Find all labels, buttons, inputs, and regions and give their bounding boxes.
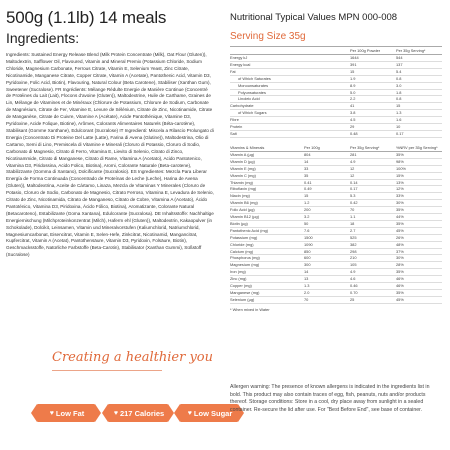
nutrient-name: Energy kcal bbox=[230, 61, 350, 68]
nutrient-value: 105 bbox=[350, 262, 396, 269]
nutrient-value: 41 bbox=[350, 103, 396, 110]
vitamin-table bbox=[230, 144, 442, 304]
nutrient-value: 12 bbox=[350, 165, 396, 172]
nutrient-name: Pantothenic Acid (mg) bbox=[230, 227, 304, 234]
nutrient-name: of Which Saturates bbox=[230, 75, 350, 82]
nutrient-value: 0.46 bbox=[350, 283, 396, 290]
nutrient-value: 7.6 bbox=[304, 227, 350, 234]
nutrient-value: 4.6 bbox=[350, 276, 396, 283]
nutrient-value: 45% bbox=[396, 227, 442, 234]
table-row bbox=[230, 110, 442, 117]
nutrient-name: Vitamin C (mg) bbox=[230, 172, 304, 179]
nutrient-value: 26% bbox=[396, 234, 442, 241]
nutrient-value: 3.0 bbox=[396, 82, 442, 89]
nutrient-value: 70 bbox=[304, 296, 350, 303]
nutrient-value: 850 bbox=[304, 248, 350, 255]
table-row bbox=[230, 172, 442, 179]
nutrient-value: 200 bbox=[304, 207, 350, 214]
table-row bbox=[230, 269, 442, 276]
nutrient-name: Zinc (mg) bbox=[230, 276, 304, 283]
table-row bbox=[230, 165, 442, 172]
nutrient-value: 391 bbox=[350, 61, 396, 68]
nutrient-name: Vitamin D (µg) bbox=[230, 158, 304, 165]
nutrient-value: 382 bbox=[350, 241, 396, 248]
nutrient-value: 18 bbox=[350, 220, 396, 227]
nutrient-value: 0.17 bbox=[350, 186, 396, 193]
nutrient-value: 1.3 bbox=[396, 110, 442, 117]
nutrient-value: 13% bbox=[396, 179, 442, 186]
nutrient-value: 13 bbox=[304, 276, 350, 283]
nutrient-value: 0.8 bbox=[396, 75, 442, 82]
nutrient-name: Monounsaturates bbox=[230, 82, 350, 89]
nutrient-name: Vitamin A (µg) bbox=[230, 151, 304, 158]
table-row bbox=[230, 248, 442, 255]
badge-calories: ♥ 217 Calories bbox=[108, 404, 168, 422]
nutrient-name: Magnesium (mg) bbox=[230, 262, 304, 269]
nutrient-value: 28% bbox=[396, 262, 442, 269]
nutrient-value: 48% bbox=[396, 241, 442, 248]
nutrient-value: 3.8 bbox=[350, 110, 396, 117]
nutrient-value: 1.1 bbox=[350, 214, 396, 221]
table-row bbox=[230, 61, 442, 68]
energy-table bbox=[230, 47, 442, 138]
nutrient-value: 35% bbox=[396, 290, 442, 297]
vit-header: Vitamins & Minerals bbox=[230, 144, 304, 152]
heart-icon: ♥ bbox=[113, 409, 118, 417]
nutrient-name: Copper (mg) bbox=[230, 283, 304, 290]
nutrient-name: Calcium (mg) bbox=[230, 248, 304, 255]
nutrient-value: 4.5 bbox=[350, 117, 396, 124]
nutrient-value: 10 bbox=[396, 124, 442, 131]
nutrient-value: 804 bbox=[304, 151, 350, 158]
table-row bbox=[230, 227, 442, 234]
tagline-underline bbox=[52, 370, 162, 371]
table-row bbox=[230, 276, 442, 283]
vit-col2: Per 35g Serving* bbox=[350, 144, 396, 152]
product-info bbox=[6, 8, 214, 259]
nutrient-value: 44% bbox=[396, 214, 442, 221]
nutrient-value: 33% bbox=[396, 193, 442, 200]
nutrient-name: Iron (mg) bbox=[230, 269, 304, 276]
heart-icon: ♥ bbox=[187, 409, 192, 417]
nutrient-value: 1090 bbox=[304, 241, 350, 248]
nutrient-value: 30% bbox=[396, 200, 442, 207]
nutrient-value: 35% bbox=[396, 220, 442, 227]
vit-col3: %NRV per 35g Serving* bbox=[396, 144, 442, 152]
nutrient-value: 0.41 bbox=[304, 179, 350, 186]
nutrient-name: Salt bbox=[230, 130, 350, 137]
table-row bbox=[230, 200, 442, 207]
nutrient-value: 1644 bbox=[350, 55, 396, 62]
nutrient-name: Vitamin B12 (µg) bbox=[230, 214, 304, 221]
nutrient-value: 12% bbox=[396, 186, 442, 193]
table-row bbox=[230, 68, 442, 75]
brand-tagline: Creating a healthier you bbox=[52, 350, 214, 365]
table-row bbox=[230, 186, 442, 193]
nutrient-value: 45% bbox=[396, 296, 442, 303]
nutrient-value: 1.9 bbox=[350, 75, 396, 82]
allergen-warning: Allergen warning: The presence of known allergens is indicated in the ingredients list in bold. This product may also contain traces of egg, fish, peanuts, nuts and/or products thereof. Storage conditions: Store in a cool, dry place away from sunlight in a sealed container. Re-secure the lid after use. For "Best Before End", see base of container. bbox=[230, 384, 430, 413]
nutrient-value: 3.2 bbox=[304, 214, 350, 221]
nutrient-value: 14 bbox=[304, 158, 350, 165]
footnote: * When mixed in Water bbox=[230, 306, 270, 312]
nutrient-value: 5.4 bbox=[396, 68, 442, 75]
table-row bbox=[230, 283, 442, 290]
table-row bbox=[230, 214, 442, 221]
table-row bbox=[230, 117, 442, 124]
table-row bbox=[230, 193, 442, 200]
nutrient-value: 2.2 bbox=[350, 96, 396, 103]
nutrient-value: 0.14 bbox=[350, 179, 396, 186]
nutrient-name: Thiamin (mg) bbox=[230, 179, 304, 186]
nutrient-value: 100% bbox=[396, 165, 442, 172]
nutrient-value: 1.2 bbox=[304, 200, 350, 207]
nutrient-value: 525 bbox=[350, 234, 396, 241]
nutrient-value: 37% bbox=[396, 248, 442, 255]
table-row bbox=[230, 296, 442, 303]
table-row bbox=[230, 255, 442, 262]
nutrient-value: 0.70 bbox=[350, 290, 396, 297]
nutrient-name: Vitamin E (mg) bbox=[230, 165, 304, 172]
nutrient-value: 600 bbox=[304, 255, 350, 262]
nutrient-value: 210 bbox=[350, 255, 396, 262]
nutrient-value: 46% bbox=[396, 276, 442, 283]
table-row bbox=[230, 207, 442, 214]
nutrient-value: 98% bbox=[396, 158, 442, 165]
nutrient-name: Polyunsaturates bbox=[230, 89, 350, 96]
nutrient-value: 15 bbox=[396, 103, 442, 110]
nutrient-value: 0.48 bbox=[350, 130, 396, 137]
nutrient-name: Linoleic Acid bbox=[230, 96, 350, 103]
badge-low-fat: ♥ Low Fat bbox=[37, 404, 95, 422]
nutrient-name: Riboflavin (mg) bbox=[230, 186, 304, 193]
nutrient-value: 300 bbox=[304, 262, 350, 269]
nutrient-value: 1.6 bbox=[396, 117, 442, 124]
ingredients-text: Ingredients: Sustained Energy Release Blend (Milk Protein Concentrate (Milk), Oat Flour (Gluten)), Maltodextrin, Safflower Oil, Flavoured, Vitamin and Mineral Premix (Potassium Chloride, Sodium Chloride, Magnesium Carbonate, Ferrous Citrate, Vitamin E, Selenium Yeast, Zinc Citrate, Nicotinamide, Manganese Citrate, Copper Citrate, Vitamin A (Acetate), Pantothenic Acid, Vitamin D3, Pyridoxine, Folic Acid, Biotin), Flavouring, Natural Colour (Beta Carotene), Stabiliser (Xanthan Gum), Sweetener (Sucralose). FR Ingrédients: Mélange Rédulte Energie de Manière Continue (Concentré de Protéines du Lait (Lait), Flocons d'avoine (Gluten)), Maltodextrine, Huile de Carthame, Graines de Lin, Mélange de Vitamines et de Minéraux (Chlorure de Potassium, Chlorure de Sodium, Carbonate de Magnésium, Citrate de Fer, Vitamine E, Levure de Sélénium, Citrate de Zinc, Nicotinamide, Citrate de Manganèse, Citrate de Cuivre, Vitamine A (Acétate), Acide Pantothénique, Vitamine D3, Pyridoxine, Acide Folique, Biotine), Arômes, Colorants Alimentaires Naturels (Béta-carotène), Stabilisant (Gomme Xanthane), Edulcorant (Sucralose) IT Ingredienti: Miscela a Rilascio Prolungato di Energia (Concentrato Di Proteine Del Latte (Latte), Farina di Avena (Glutine)), Maltodestrina, Olio di Cartamo, Semi di Lino, Premiscela di Vitamine e Minerali (Cloruro di Potassio, Cloruro di Sodio, Carbonato di Magnesio, Citrato di Ferro, Vitamina E, Lievito di Selenio, Citrato di Zinco, Nicotinammide, Citrato di Manganese, Citrato di Rame, Vitamina A (Acetato), Acido Pantotenico, Vitamina D3, Piridossina, Acido Folico, Biotina), Aromi, Colorante Naturale (Beta-carotene), Stabilizzante (Gomma di Xantano), Dolcificante (Sucralosio). ES Ingredientes: Mezcla Para Liberar Energía de Forma Continuada (Concentrado de Proteínas de Leche (Leche), Harina de Avena (Gluten)), Maltodextrina, Aceite de Cártamo, Linaza, Mezcla de Vitaminas Y Minerales (Cloruro de Potasio, Cloruro de Sodio, Carbonato de Magnesio, Citrato Ferroso, Vitamina E, Levadura de Selenio, Citrato de Zinc, Nicotinamida, Citrato de Manganeso, Citrato de Cobre, Vitamina A (Acetato), Ácido Pantoténico, Vitamina D3, Piridoxina, Ácido Fólico, Biotina), Aromatizante, Colorante Natural (Betacaroteno), Estabilizante (Goma Xantana), Edulcorante (Sucralosa). DE Inhaltsstoffe: Nachhaltige Energiemischung (Milchproteinkonzentrat (Milch), Haferm ehl (Gluten)), Maltodextrin, Kakaopulver (in Schokolade), Dolcikit, Leinsamen, Vitamin und Mineralvorstufen (Kaliumchlorid, Natriumchlorid, Magnesiumcarbonat, Eisencitrat, Vitamin E, Selen-Hefe, Zinkcitrat, Nicotinamid, Mangancitrat, Kupfercitrat, Vitamin A (Acetat), Pantothensäure, Vitamin D3, Pyridoxin, Folsäure, Biotin), Geschmacksstoffe, Natürliche Farbstoffe (Beta-Carotin), Stabilisator (Xanthan Gummi), Süßstoff (Sucralose) bbox=[6, 52, 214, 258]
nutrient-name: Phosphorus (mg) bbox=[230, 255, 304, 262]
nutrition-title: Nutritional Typical Values MPN 000-008 bbox=[230, 12, 398, 23]
nutrient-value: 5.3 bbox=[350, 193, 396, 200]
nutrient-value: 46% bbox=[396, 283, 442, 290]
table-row bbox=[230, 124, 442, 131]
table-row bbox=[230, 103, 442, 110]
vit-col1: Per 100g bbox=[304, 144, 350, 152]
nutrient-value: 70 bbox=[350, 207, 396, 214]
table-row bbox=[230, 220, 442, 227]
nutrient-value: 4.9 bbox=[350, 269, 396, 276]
table-row bbox=[230, 158, 442, 165]
nutrient-value: 1500 bbox=[304, 234, 350, 241]
table-row bbox=[230, 262, 442, 269]
heart-icon: ♥ bbox=[49, 409, 54, 417]
nutrient-value: 2.7 bbox=[350, 227, 396, 234]
nutrient-name: Potassium (mg) bbox=[230, 234, 304, 241]
nutrient-value: 0.42 bbox=[350, 200, 396, 207]
nutrient-name: Biotin (µg) bbox=[230, 220, 304, 227]
nutrient-value: 0.17 bbox=[396, 130, 442, 137]
nutrient-name: Manganese (mg) bbox=[230, 290, 304, 297]
nutrient-value: 12 bbox=[350, 172, 396, 179]
nutrient-value: 14 bbox=[304, 269, 350, 276]
table-row bbox=[230, 75, 442, 82]
nutrient-value: 0.8 bbox=[396, 96, 442, 103]
nutrient-value: 35% bbox=[396, 269, 442, 276]
nutrient-name: Folic Acid (µg) bbox=[230, 207, 304, 214]
nutrient-value: 35 bbox=[304, 172, 350, 179]
col-per35: Per 35g Serving* bbox=[396, 47, 442, 55]
nutrient-value: 50 bbox=[304, 220, 350, 227]
table-row bbox=[230, 82, 442, 89]
table-row bbox=[230, 179, 442, 186]
table-row bbox=[230, 96, 442, 103]
table-row bbox=[230, 151, 442, 158]
table-row bbox=[230, 234, 442, 241]
nutrient-value: 30% bbox=[396, 255, 442, 262]
nutrient-value: 15 bbox=[304, 193, 350, 200]
nutrient-name: Chloride (mg) bbox=[230, 241, 304, 248]
table-row bbox=[230, 89, 442, 96]
nutrient-value: 1.3 bbox=[304, 283, 350, 290]
badge-low-sugar: ♥ Low Sugar bbox=[180, 404, 238, 422]
nutrient-name: Carbohydrate bbox=[230, 103, 350, 110]
nutrient-value: 33 bbox=[304, 165, 350, 172]
table-row bbox=[230, 290, 442, 297]
ingredients-heading: Ingredients: bbox=[6, 30, 80, 46]
nutrient-name: Energy kJ bbox=[230, 55, 350, 62]
nutrient-value: 281 bbox=[350, 151, 396, 158]
nutrient-value: 8.9 bbox=[350, 82, 396, 89]
nutrient-value: 2.0 bbox=[304, 290, 350, 297]
nutrient-value: 0.49 bbox=[304, 186, 350, 193]
nutrient-name: Protein bbox=[230, 124, 350, 131]
nutrient-name: Niacin (mg) bbox=[230, 193, 304, 200]
nutrition-panel bbox=[230, 12, 442, 312]
table-row bbox=[230, 130, 442, 137]
nutrient-name: Vitamin B6 (mg) bbox=[230, 200, 304, 207]
col-per100: Per 100g Powder bbox=[350, 47, 396, 55]
nutrient-value: 5.0 bbox=[350, 89, 396, 96]
pack-size-headline: 500g (1.1lb) 14 meals bbox=[6, 8, 167, 27]
nutrient-name: Fat bbox=[230, 68, 350, 75]
nutrient-value: 298 bbox=[350, 248, 396, 255]
nutrient-value: 29 bbox=[350, 124, 396, 131]
nutrient-name: Fibre bbox=[230, 117, 350, 124]
nutrient-value: 15% bbox=[396, 172, 442, 179]
nutrient-value: 35% bbox=[396, 207, 442, 214]
nutrient-value: 35% bbox=[396, 151, 442, 158]
table-row bbox=[230, 241, 442, 248]
nutrient-value: 1.8 bbox=[396, 89, 442, 96]
nutrient-value: 15 bbox=[350, 68, 396, 75]
nutrient-name: Selenium (µg) bbox=[230, 296, 304, 303]
nutrient-value: 544 bbox=[396, 55, 442, 62]
nutrient-name: of Which Sugars bbox=[230, 110, 350, 117]
nutrient-value: 137 bbox=[396, 61, 442, 68]
table-row bbox=[230, 55, 442, 62]
nutrient-value: 4.9 bbox=[350, 158, 396, 165]
nutrient-value: 25 bbox=[350, 296, 396, 303]
serving-size: Serving Size 35g bbox=[230, 31, 442, 47]
